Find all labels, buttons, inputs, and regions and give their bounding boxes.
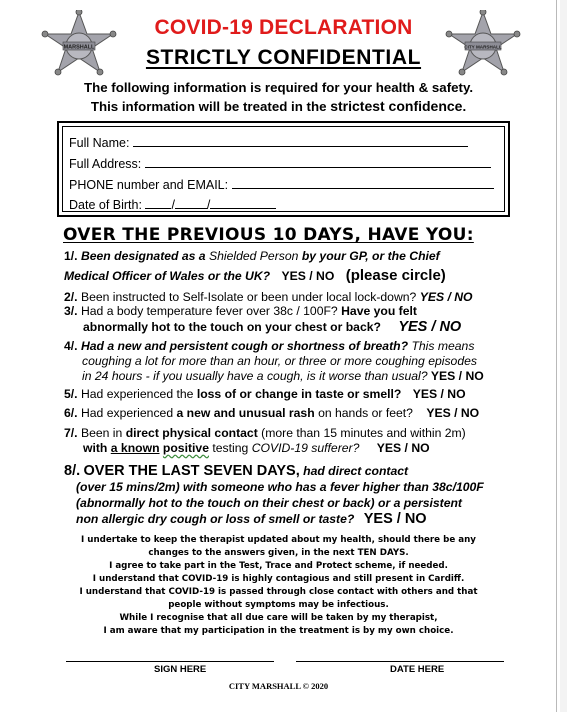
q3-text-a: Had a body temperature fever over 38c / 100F? — [80, 304, 338, 318]
question-6 — [64, 405, 479, 421]
full-address-field[interactable] — [69, 156, 491, 171]
q5-text-a: Had experienced the — [80, 387, 194, 401]
logo-text-right: CITY MARSHALL — [464, 44, 502, 50]
undertake-line-3: I agree to take part in the Test, Trace and Protect scheme, if needed. — [109, 561, 448, 571]
signature-line[interactable] — [66, 661, 274, 662]
q7-text-g: testing — [212, 441, 249, 455]
q2-yes-no[interactable]: YES / NO — [419, 290, 473, 304]
date-here-label: DATE HERE — [390, 664, 445, 675]
dob-separator-1: / — [171, 198, 175, 212]
question-8-line-4 — [76, 511, 427, 527]
q4-text-b: This means — [411, 339, 475, 353]
q8-text-a: OVER THE LAST SEVEN DAYS, — [83, 463, 300, 479]
q3-text-c: abnormally hot to the touch on your chest or back? — [83, 320, 381, 334]
q2-number: 2/. — [64, 290, 78, 304]
please-circle-note: (please circle) — [345, 267, 446, 284]
q5-yes-no[interactable]: YES / NO — [412, 387, 466, 401]
q6-text-a: Had experienced — [80, 406, 174, 420]
footer-copyright: CITY MARSHALL © 2020 — [228, 681, 329, 691]
q6-yes-no[interactable]: YES / NO — [426, 406, 480, 420]
q6-text-c: on hands or feet? — [318, 406, 413, 420]
document-title: COVID-19 DECLARATION — [154, 16, 413, 39]
q7-number: 7/. — [64, 426, 78, 440]
q7-yes-no[interactable]: YES / NO — [376, 441, 430, 455]
q8-text-e: non allergic dry cough or loss of smell or taste? — [76, 512, 355, 526]
undertake-line-5: I understand that COVID-19 is passed through close contact with others and that — [79, 587, 478, 597]
q4-yes-no[interactable]: YES / NO — [430, 369, 484, 383]
undertake-line-2: changes to the answers given, in the next TEN DAYS. — [148, 548, 409, 558]
full-address-label: Full Address: — [69, 157, 142, 171]
personal-details-inner-border — [62, 126, 505, 212]
dob-day-line[interactable] — [145, 197, 171, 209]
intro-line-2 — [0, 98, 557, 114]
q4-text-a: Had a new and persistent cough or shortness of breath? — [80, 339, 409, 353]
full-name-line[interactable] — [133, 135, 468, 147]
question-3-line-1 — [64, 303, 417, 319]
undertake-line-8: I am aware that my participation in the treatment is by my own choice. — [103, 626, 454, 636]
question-4-line-1 — [64, 338, 474, 354]
q3-text-b: Have you felt — [341, 304, 417, 318]
q5-number: 5/. — [64, 387, 78, 401]
section-heading: OVER THE PREVIOUS 10 DAYS, HAVE YOU: — [63, 225, 474, 245]
q1-text-c: by your GP, or the Chief — [301, 249, 440, 263]
dob-month-line[interactable] — [175, 197, 207, 209]
q3-yes-no[interactable]: YES / NO — [398, 319, 462, 335]
intro-emphasis: strictest confidence — [330, 98, 463, 114]
question-3-line-2 — [83, 319, 461, 335]
phone-email-field[interactable] — [69, 177, 494, 192]
question-1-line-1 — [64, 248, 440, 264]
question-5 — [64, 386, 466, 402]
q7-text-f: positive — [162, 441, 209, 455]
q5-text-b: loss of or change in taste or smell? — [196, 387, 402, 401]
dob-label: Date of Birth: — [69, 198, 142, 212]
intro-line-2-end: . — [462, 99, 467, 114]
q1-text-d: Medical Officer of Wales or the UK? — [64, 269, 271, 283]
q7-text-d: with — [83, 441, 108, 455]
q7-text-h: COVID-19 sufferer? — [251, 441, 360, 455]
question-4-line-2: coughing a lot for more than an hour, or three or more coughing episodes — [82, 354, 477, 368]
q8-number: 8/. — [64, 463, 81, 479]
undertake-line-4: I understand that COVID-19 is highly contagious and still present in Cardiff. — [92, 574, 465, 584]
q7-text-e: a known — [110, 441, 160, 455]
intro-line-1: The following information is required for your health & safety. — [83, 80, 474, 95]
question-4-line-3 — [82, 368, 484, 384]
logo-text: MARSHALL — [63, 44, 95, 51]
sign-here-label: SIGN HERE — [154, 664, 207, 675]
undertake-line-7: While I recognise that all due care will be taken by my therapist, — [119, 613, 438, 623]
q1-text-a: Been designated as a — [80, 249, 206, 263]
q2-text: Been instructed to Self-Isolate or been under local lock-down? — [80, 290, 417, 304]
intro-line-2-start: This information will be treated in the — [90, 99, 331, 114]
question-8-line-3: (abnormally hot to the touch on their chest or back) or a persistent — [76, 496, 462, 510]
q1-yes-no[interactable]: YES / NO — [281, 269, 335, 283]
q3-number: 3/. — [64, 304, 78, 318]
question-7-line-1 — [64, 425, 466, 441]
full-address-line[interactable] — [145, 156, 491, 168]
document-subtitle: STRICTLY CONFIDENTIAL — [145, 46, 422, 69]
q1-number: 1/. — [64, 249, 78, 263]
undertake-line-6: people without symptoms may be infectious. — [168, 600, 389, 610]
dob-separator-2: / — [206, 198, 211, 212]
q4-number: 4/. — [64, 339, 78, 353]
q4-text-d: in 24 hours - if you usually have a cough, is it worse than usual? — [82, 369, 428, 383]
phone-email-label: PHONE number and EMAIL: — [69, 178, 229, 192]
question-8-line-2: (over 15 mins/2m) with someone who has a fever higher than 38c/100F — [76, 480, 484, 494]
date-of-birth-field[interactable] — [69, 197, 276, 212]
question-8-line-1 — [64, 463, 408, 479]
q6-text-b: a new and unusual rash — [176, 406, 315, 420]
q6-number: 6/. — [64, 406, 78, 420]
q7-text-a: Been in — [80, 426, 123, 440]
q7-text-b: direct physical contact — [125, 426, 258, 440]
q8-text-b: had direct contact — [303, 464, 409, 478]
personal-details-box — [57, 121, 510, 217]
phone-email-line[interactable] — [232, 177, 494, 189]
q1-text-b: Shielded Person — [208, 249, 299, 263]
q7-text-c: (more than 15 minutes and within 2m) — [261, 426, 466, 440]
date-line[interactable] — [296, 661, 504, 662]
page-margin — [560, 0, 567, 712]
question-1-line-2 — [64, 268, 446, 284]
undertake-line-1: I undertake to keep the therapist updated about my health, should there be any — [81, 535, 476, 545]
full-name-field[interactable] — [69, 135, 468, 150]
question-7-line-2 — [83, 440, 430, 456]
full-name-label: Full Name: — [69, 136, 130, 150]
q8-yes-no[interactable]: YES / NO — [363, 511, 427, 527]
dob-year-line[interactable] — [210, 197, 276, 209]
